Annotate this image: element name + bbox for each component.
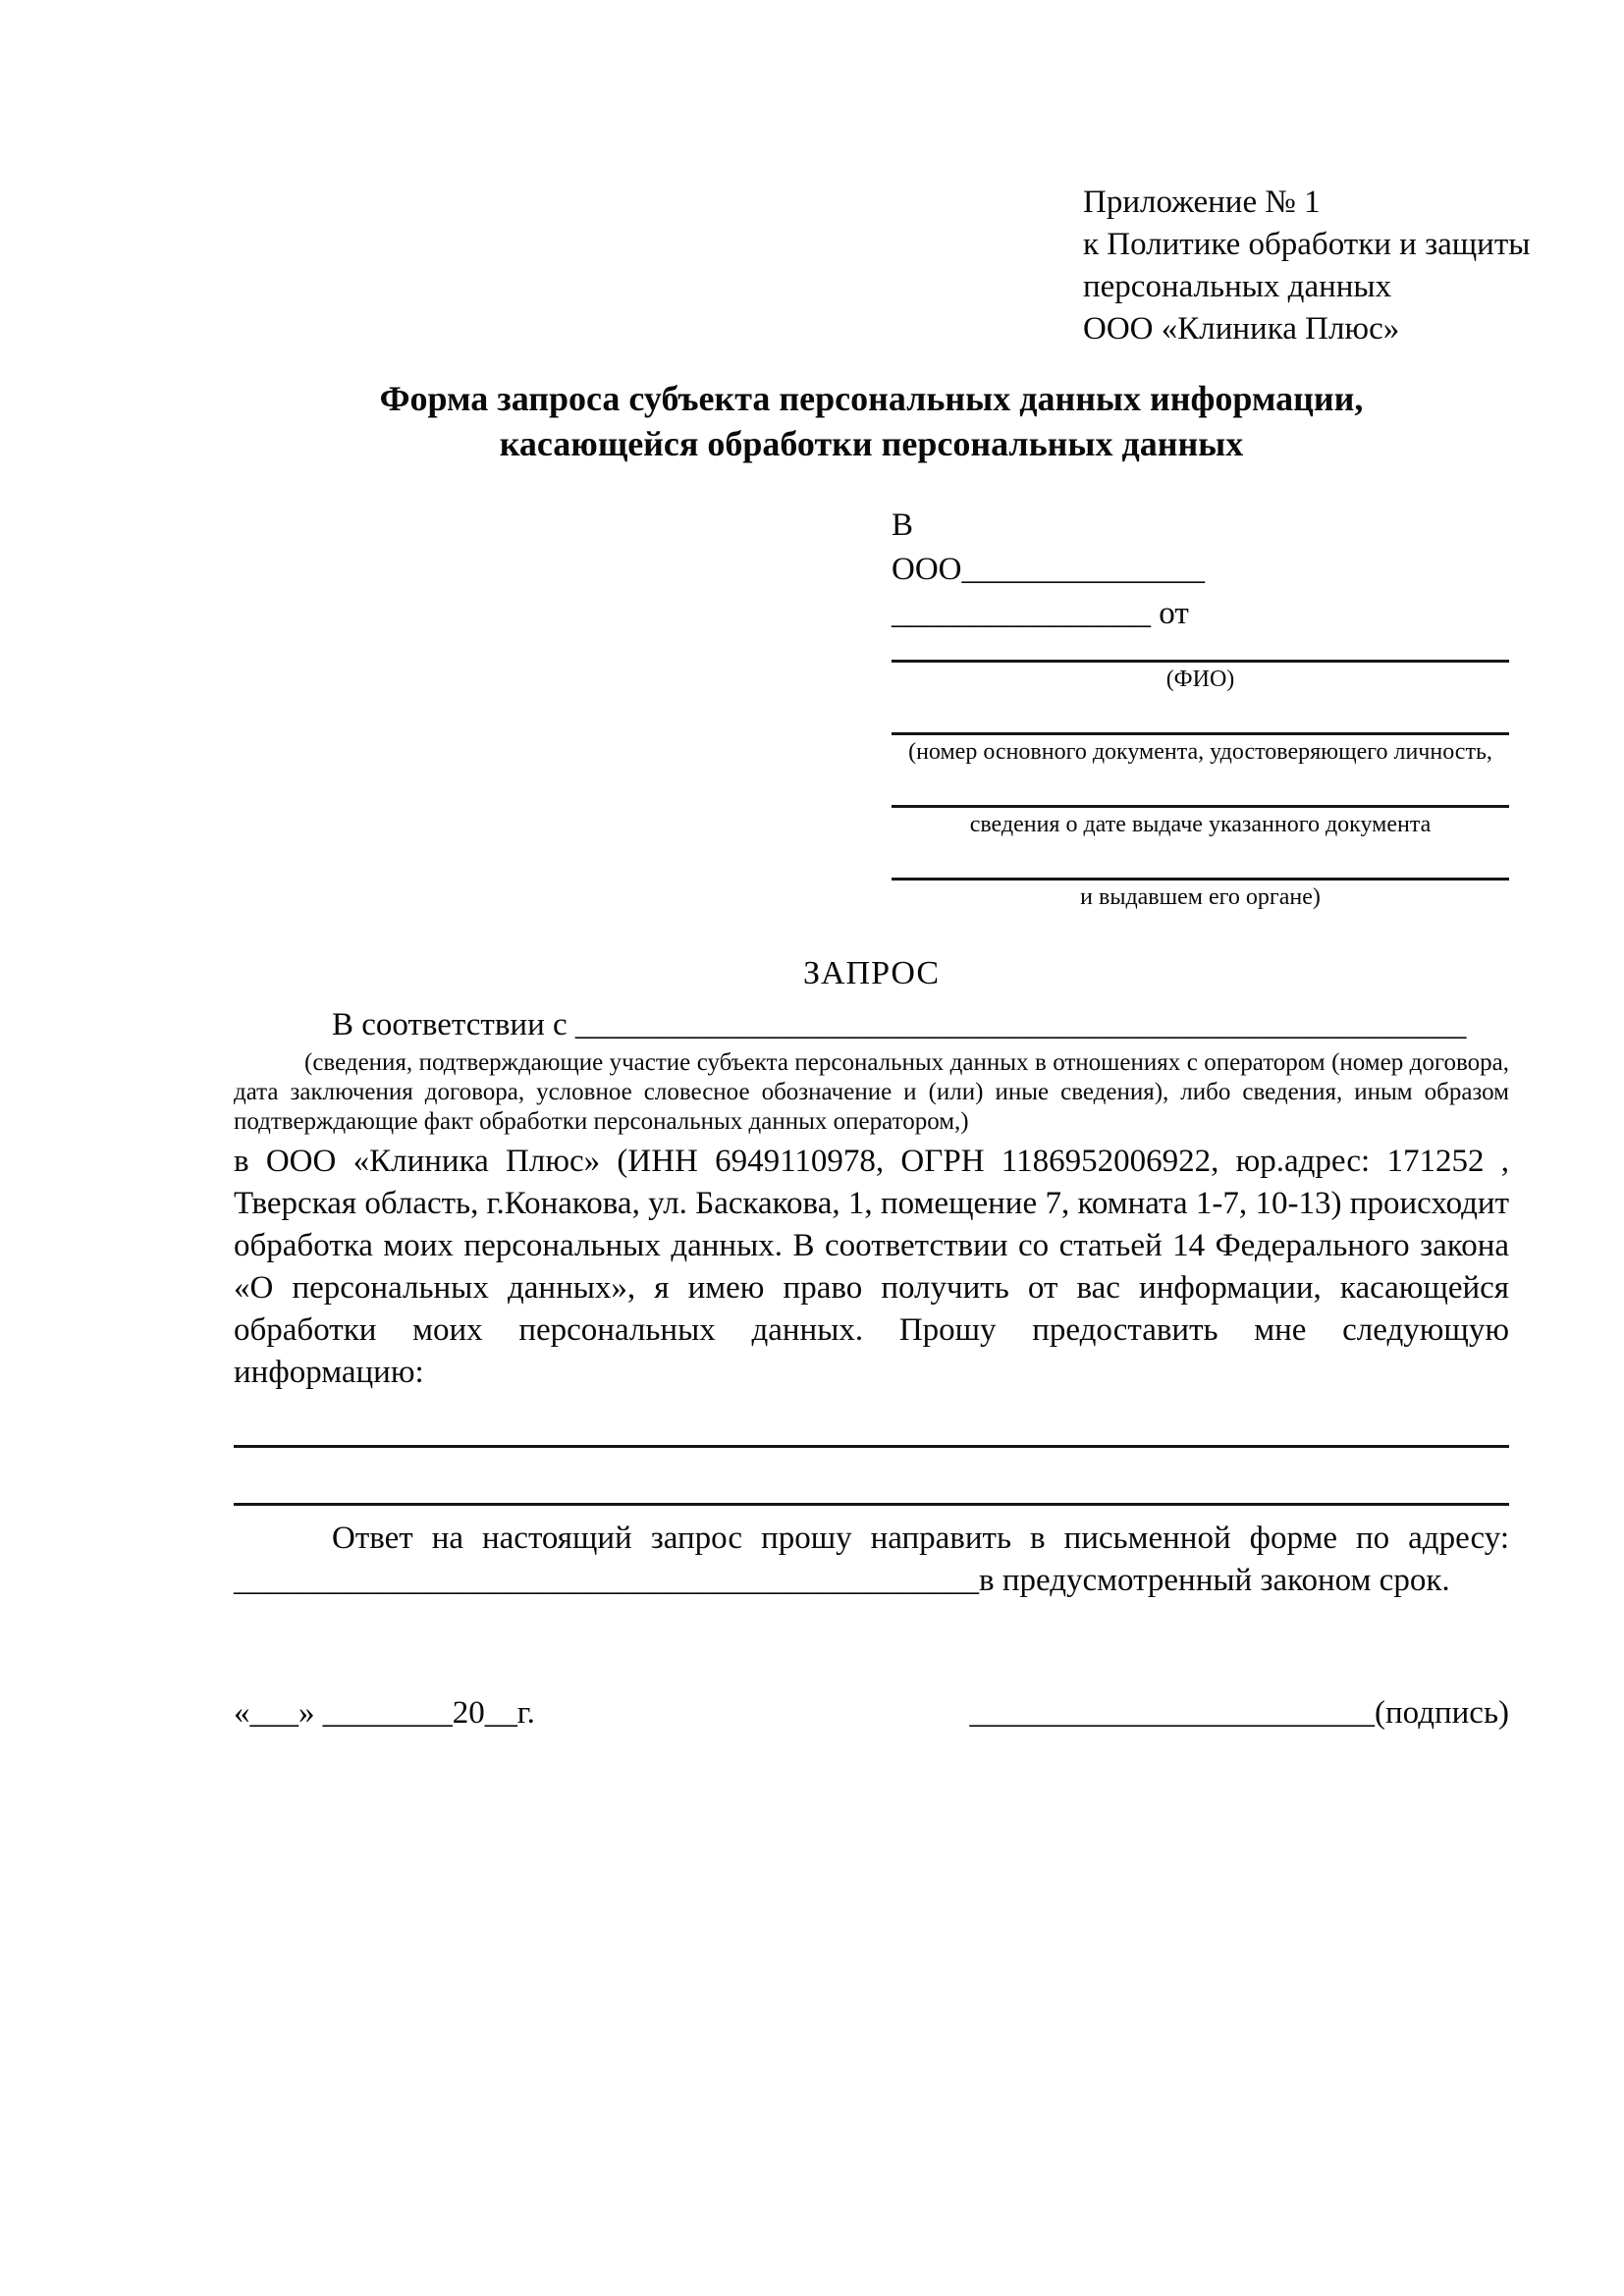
fio-blank-line (892, 660, 1509, 663)
request-body: в ООО «Клиника Плюс» (ИНН 6949110978, ОГРН 1186952006922, юр.адрес: 171252 , Тверская область, г.Конакова, ул. Баскакова, 1, помещение 7, комната 1-7, 10-13) происходит обработка моих персональных данных. В соответствии со статьей 14 Федерального закона «О персональных данных», я имею право получить от вас информации, касающейся обработки моих персональных данных. Прошу предоставить мне следующую информацию: (234, 1144, 1509, 1390)
reply-address-text: Ответ на настоящий запрос прошу направить в письменной форме по адресу: (332, 1521, 1509, 1556)
addressee-to: В (892, 507, 914, 543)
date-blank: «___» ________20__г. (234, 1695, 535, 1731)
form-title-line2: касающейся обработки персональных данных (499, 424, 1244, 463)
doc-date-caption: сведения о дате выдаче указанного документа (969, 812, 1432, 837)
info-blank-line-2 (234, 1503, 1509, 1506)
request-note: (сведения, подтверждающие участие субъекта персональных данных в отношениях с оператором (номер договора, дата заключения договора, условное словесное обозначение и (или) иные сведения), либо сведения, иным образом подтверждающие факт обработки персональных данных оператором,) (234, 1049, 1509, 1135)
doc-date-blank-line (892, 805, 1509, 808)
doc-issuer-blank-line (892, 878, 1509, 881)
form-title-line1: Форма запроса субъекта персональных данных информации, (379, 379, 1364, 418)
company-name-blank: ООО_______________ (892, 552, 1205, 587)
from-blank: ________________ от (892, 596, 1189, 631)
signature-blank: _________________________(подпись) (969, 1695, 1509, 1731)
doc-issuer-caption: и выдавшем его органе) (1080, 884, 1321, 910)
doc-number-blank-line (892, 732, 1509, 735)
appendix-header (1083, 182, 1531, 350)
fio-caption: (ФИО) (1165, 667, 1235, 692)
reply-address-blank: ______________________________________________в предусмотренный законом срок. (234, 1563, 1450, 1598)
doc-number-caption: (номер основного документа, удостоверяющего личность, (908, 739, 1492, 765)
addressee-block (892, 504, 1509, 911)
appendix-header-line: ООО «Клиника Плюс» (1083, 311, 1400, 347)
appendix-header-line: персональных данных (1083, 269, 1392, 304)
footer-row (234, 1692, 1509, 1735)
info-blank-line-1 (234, 1445, 1509, 1448)
request-intro-blank: В соответствии с _______________________________________________________ (332, 1007, 1467, 1042)
request-heading: ЗАПРОС (802, 955, 941, 991)
document-content (234, 182, 1531, 1735)
appendix-header-line: Приложение № 1 (1083, 185, 1321, 220)
form-title (234, 376, 1509, 466)
appendix-header-line: к Политике обработки и защиты (1083, 227, 1531, 262)
